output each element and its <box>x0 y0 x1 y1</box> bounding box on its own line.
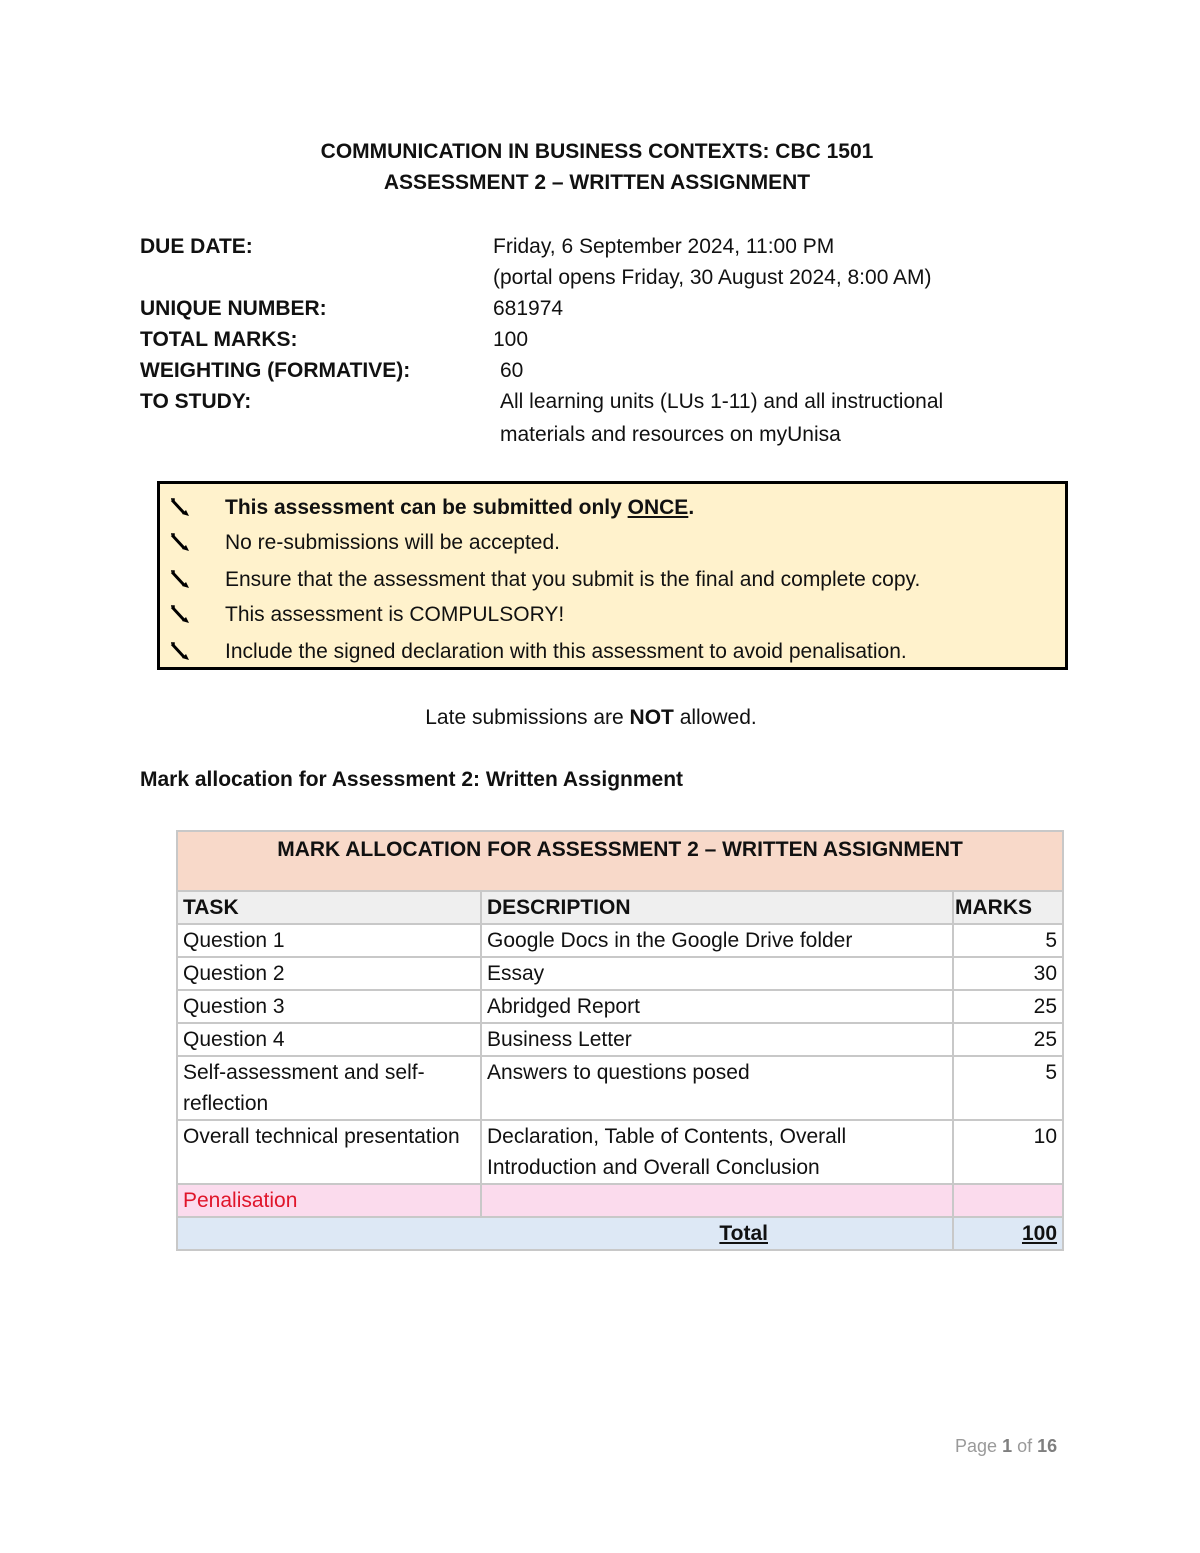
due-date-label: DUE DATE: <box>140 235 253 258</box>
penalisation-label: Penalisation <box>177 1184 481 1217</box>
table-title: MARK ALLOCATION FOR ASSESSMENT 2 – WRITTEN ASSIGNMENT <box>277 838 963 861</box>
penalisation-description <box>481 1184 953 1217</box>
notice-item-text: No re-submissions will be accepted. <box>225 531 560 554</box>
of-word: of <box>1017 1436 1033 1456</box>
late-suffix: allowed. <box>673 706 757 729</box>
pencil-icon <box>168 638 194 666</box>
page-word: Page <box>955 1436 998 1456</box>
section-heading: Mark allocation for Assessment 2: Written Assignment <box>140 768 684 791</box>
task-cell: Question 4 <box>177 1023 481 1056</box>
marks-cell: 25 <box>953 990 1063 1023</box>
penalisation-marks <box>953 1184 1063 1217</box>
marks-cell: 25 <box>953 1023 1063 1056</box>
submission-notice-box <box>157 481 1068 670</box>
total-marks-label: TOTAL MARKS: <box>140 328 298 351</box>
page-number <box>955 1436 1057 1457</box>
column-header-marks: MARKS <box>953 891 1063 924</box>
column-header-description: DESCRIPTION <box>481 891 953 924</box>
notice-once-prefix: This assessment can be submitted only <box>225 496 628 519</box>
weighting-value: 60 <box>500 359 524 382</box>
pencil-icon <box>168 566 194 594</box>
description-cell: Google Docs in the Google Drive folder <box>481 924 953 957</box>
table-row <box>177 1056 1063 1120</box>
notice-once-emphasis: ONCE <box>627 496 689 519</box>
total-value-cell <box>953 1217 1063 1250</box>
total-marks-value: 100 <box>493 328 529 351</box>
description-cell: Business Letter <box>481 1023 953 1056</box>
total-pages: 16 <box>1037 1436 1058 1456</box>
marks-cell: 5 <box>953 924 1063 957</box>
task-cell: Overall technical presentation <box>177 1120 481 1184</box>
total-label-cell <box>177 1217 953 1250</box>
pencil-icon <box>168 529 194 557</box>
late-submissions-note <box>0 706 1182 730</box>
pencil-icon <box>168 601 194 629</box>
description-cell: Declaration, Table of Contents, Overall Introduction and Overall Conclusion <box>481 1120 953 1184</box>
table-row <box>177 957 1063 990</box>
pencil-icon <box>168 494 194 522</box>
unique-number-value: 681974 <box>493 297 564 320</box>
late-emphasis: NOT <box>629 706 674 729</box>
notice-item-text: This assessment is COMPULSORY! <box>225 603 565 626</box>
to-study-value-line2: materials and resources on myUnisa <box>500 423 841 446</box>
marks-cell: 30 <box>953 957 1063 990</box>
table-row <box>177 924 1063 957</box>
column-header-task: TASK <box>177 891 481 924</box>
to-study-value-line1: All learning units (LUs 1-11) and all instructional <box>500 390 944 413</box>
table-row <box>177 1023 1063 1056</box>
total-row <box>177 1217 1063 1250</box>
due-date-value: Friday, 6 September 2024, 11:00 PM <box>493 235 835 258</box>
weighting-label: WEIGHTING (FORMATIVE): <box>140 359 411 382</box>
penalisation-row <box>177 1184 1063 1217</box>
marks-cell: 10 <box>953 1120 1063 1184</box>
current-page: 1 <box>1002 1436 1013 1456</box>
late-prefix: Late submissions are <box>425 706 630 729</box>
task-cell: Question 3 <box>177 990 481 1023</box>
task-cell: Question 2 <box>177 957 481 990</box>
description-cell: Answers to questions posed <box>481 1056 953 1120</box>
task-cell: Self-assessment and self-reflection <box>177 1056 481 1120</box>
table-row <box>177 1120 1063 1184</box>
description-cell: Abridged Report <box>481 990 953 1023</box>
table-row <box>177 990 1063 1023</box>
table-title-cell <box>177 831 1063 891</box>
task-cell: Question 1 <box>177 924 481 957</box>
notice-once-suffix: . <box>688 496 695 519</box>
unique-number-label: UNIQUE NUMBER: <box>140 297 327 320</box>
to-study-label: TO STUDY: <box>140 390 252 413</box>
mark-allocation-table <box>176 830 1064 1251</box>
notice-item-text: Ensure that the assessment that you submit is the final and complete copy. <box>225 568 921 591</box>
notice-item-text: Include the signed declaration with this assessment to avoid penalisation. <box>225 640 907 663</box>
document-subtitle: ASSESSMENT 2 – WRITTEN ASSIGNMENT <box>383 171 811 194</box>
portal-opens-note: (portal opens Friday, 30 August 2024, 8:00 AM) <box>493 266 932 289</box>
total-value: 100 <box>1021 1222 1058 1245</box>
description-cell: Essay <box>481 957 953 990</box>
document-title: COMMUNICATION IN BUSINESS CONTEXTS: CBC 1501 <box>320 140 874 163</box>
total-label: Total <box>719 1222 768 1245</box>
table-header-row <box>177 891 1063 924</box>
table-title-row <box>177 831 1063 891</box>
marks-cell: 5 <box>953 1056 1063 1120</box>
